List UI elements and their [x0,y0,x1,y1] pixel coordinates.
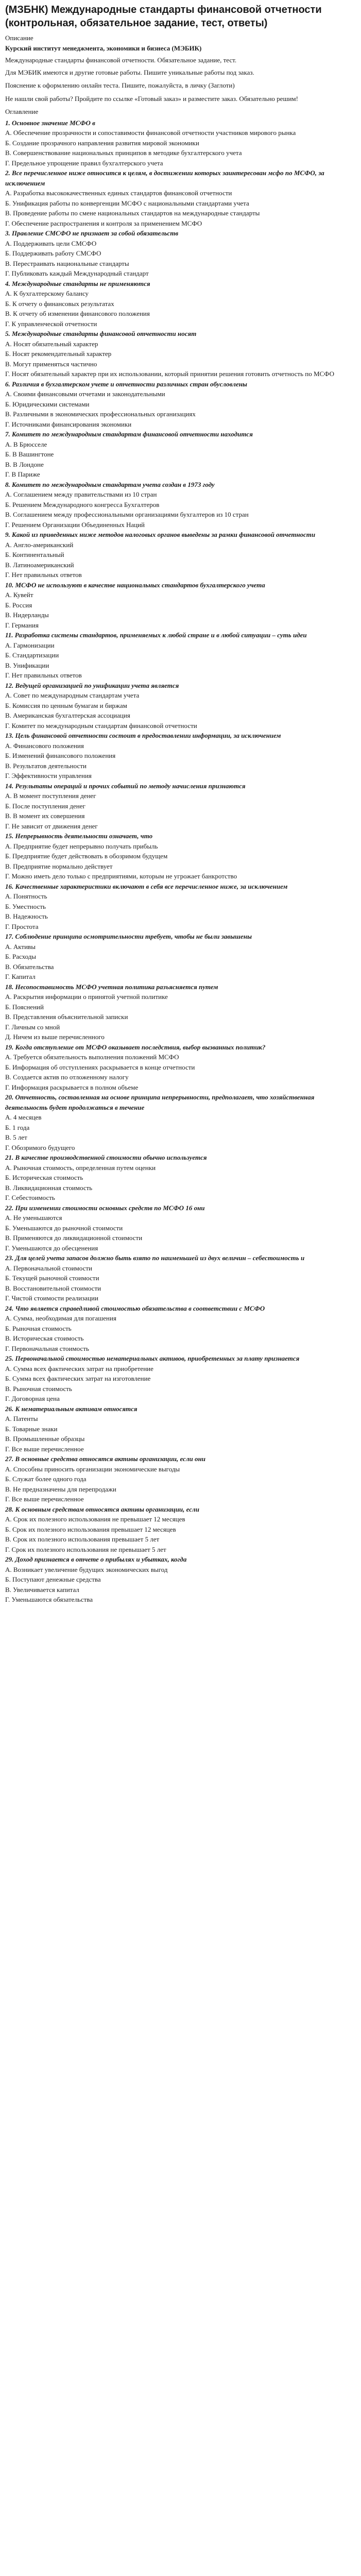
answer-option: А. Предприятие будет непрерывно получать прибыль [5,842,158,850]
answer-option: Г. Нет правильных ответов [5,571,82,579]
question-title: 27. В основные средства относятся активы организации, если они [5,1455,205,1463]
question-title: 14. Результаты операций и прочих событий по методу начисления признаются [5,782,246,790]
answer-option: А. Обеспечение прозрачности и сопоставимости финансовой отчетности участников мирового рынка [5,129,296,137]
page-title: (МЗБНК) Международные стандарты финансовой отчетности (контрольная, обязательное задание, тест, ответы) [5,4,322,29]
answer-options [5,1464,356,1504]
task-description: Международные стандарты финансовой отчетности. Обязательное задание, тест. [5,56,237,64]
answer-option: Б. Решением Международного конгресса Бухгалтеров [5,500,160,509]
question-block [5,1042,356,1093]
answer-option: А. Поддерживать цели СМСФО [5,239,97,247]
intro-block [5,67,356,104]
question-block [5,1353,356,1404]
answer-option: А. Не уменьшаются [5,1214,62,1222]
question-block [5,379,356,430]
question-block [5,1253,356,1303]
intro-paragraph: Не нашли свой работы? Пройдите по ссылке «Готовый заказ» и разместите заказ. Обязательно решим! [5,94,298,103]
answer-option: Б. Пояснений [5,1003,44,1011]
question-title: 13. Цель финансовой отчетности состоит в предоставлении информации, за исключением [5,732,281,739]
answer-option: Б. Стандартизации [5,651,59,659]
answer-option: Б. Срок их полезного использования превышает 12 месяцев [5,1525,176,1533]
answer-option: Б. Сумма всех фактических затрат на изготовление [5,1375,151,1382]
answer-option: В. Проведение работы по смене национальных стандартов на международные стандарты [5,209,260,217]
answer-option: В. Срок их полезного использования превышает 5 лет [5,1535,160,1543]
question-block [5,1404,356,1454]
question-block [5,1454,356,1504]
question-title: 29. Доход признается в отчете о прибылях и убытках, когда [5,1555,187,1563]
answer-option: В. Совершенствование национальных принципов в методике бухгалтерского учета [5,149,242,157]
question-title: 10. МСФО не используют в качестве национальных стандартов бухгалтерского учета [5,581,265,589]
answer-option: Б. После поступления денег [5,802,85,810]
answer-options [5,640,356,681]
answer-options [5,339,356,379]
answer-option: В. Латиноамериканский [5,561,74,569]
answer-options [5,1313,356,1353]
answer-options [5,540,356,580]
answer-option: Б. Носят рекомендательный характер [5,350,112,358]
question-block [5,1092,356,1153]
answer-option: Б. Расходы [5,953,37,960]
answer-options [5,690,356,731]
question-title: 19. Когда отступление от МСФО оказывает последствия, выбор вызванных политик? [5,1043,266,1051]
answer-options [5,841,356,882]
answer-options [5,590,356,630]
answer-option: Б. Рыночная стоимость [5,1324,72,1332]
question-block [5,1303,356,1354]
answer-option: В. Обязательства [5,962,54,971]
answer-option: В. Ликвидационная стоимость [5,1183,93,1192]
answer-option: Б. Уменьшаются до рыночной стоимости [5,1224,123,1232]
answer-option: Б. Создание прозрачного направления развития мировой экономики [5,139,199,147]
question-list [5,118,356,1605]
answer-option: А. К бухгалтерскому балансу [5,290,89,297]
answer-option: В. Результатов деятельности [5,761,87,770]
answer-option: Б. Историческая стоимость [5,1174,83,1181]
question-block [5,1153,356,1203]
answer-options [5,1263,356,1303]
answer-options [5,791,356,831]
answer-option: А. Кувейт [5,591,33,599]
answer-options [5,489,356,530]
answer-option: Б. Комиссия по ценным бумагам и биржам [5,701,127,709]
question-title: 16. Качественные характеристики включают в себя все перечисленное ниже, за исключением [5,882,288,890]
question-title: 21. В качестве производственной стоимости обычно используется [5,1154,207,1161]
answer-option: Б. Уместность [5,902,46,910]
question-title: 17. Соблюдение принципа осмотрительности требует, чтобы не были завышены [5,933,252,940]
question-block [5,1554,356,1605]
answer-option: Б. Текущей рыночной стоимости [5,1274,99,1282]
answer-option: Г. Договорная цена [5,1395,60,1402]
answer-option: Г. К управленческой отчетности [5,319,97,328]
answer-options [5,1364,356,1404]
question-block [5,279,356,329]
answer-option: Г. Обозримого будущего [5,1143,75,1151]
answer-option: Б. Россия [5,601,32,609]
question-block [5,480,356,530]
answer-options [5,1112,356,1153]
answer-option: Г. Все выше перечисленное [5,1495,84,1503]
question-block [5,580,356,631]
course-title: Курский институт менеджмента, экономики и бизнеса (МЭБИК) [5,44,202,52]
answer-option: Б. Континентальный [5,551,64,558]
answer-option: Г. Себестоимость [5,1194,55,1201]
question-block [5,781,356,832]
answer-option: А. Возникает увеличение будущих экономических выгод [5,1565,168,1573]
answer-option: А. Англо-американский [5,540,74,549]
question-title: 20. Отчетность, составленная на основе принципа непрерывности, предполагает, что хозяйственная деятельность будет продолжаться в течение [5,1093,315,1111]
answer-options [5,891,356,931]
question-block [5,831,356,882]
answer-option: Д. Ничем из выше перечисленного [5,1033,105,1041]
answer-option: В. Унификации [5,661,49,669]
answer-options [5,741,356,781]
question-title: 15. Непрерывность деятельности означает, что [5,832,153,840]
question-block [5,1203,356,1253]
question-block [5,882,356,932]
answer-option: Б. Поступают денежные средства [5,1575,101,1583]
answer-option: Г. Капитал [5,973,36,980]
answer-option: Г. Германия [5,621,39,629]
question-title: 9. Какой из приведенных ниже методов налоговых органов выведены за рамки финансовой отчетности [5,531,316,538]
answer-options [5,992,356,1042]
answer-options [5,1514,356,1554]
question-title: 26. К нематериальным активам относятся [5,1404,137,1413]
answer-option: В. Промышленные образцы [5,1435,85,1443]
answer-options [5,1163,356,1203]
answer-option: А. Финансового положения [5,741,84,750]
question-title: 3. Правление СМСФО не признает за собой обязательств [5,229,179,237]
answer-options [5,188,356,228]
answer-option: Г. Простота [5,922,39,930]
answer-option: Г. Источниками финансирования экономики [5,420,132,428]
answer-option: В. Предприятие нормально действует [5,862,113,870]
answer-option: В. Представления объяснительной записки [5,1013,128,1021]
question-block [5,429,356,480]
answer-option: Б. Изменений финансового положения [5,752,116,759]
answer-option: Б. Поддерживать работу СМСФО [5,249,101,257]
answer-option: В. В момент их совершения [5,812,85,820]
answer-option: Г. Носят обязательный характер при их использовании, который принятии решения готовить отчетность по МСФО [5,370,335,378]
answer-options [5,289,356,329]
answer-option: А. Гармонизации [5,641,55,649]
answer-option: Г. Первоначальная стоимость [5,1344,89,1352]
answer-option: В. Перестраивать национальные стандарты [5,259,129,267]
answer-option: Б. К отчету о финансовых результатах [5,299,114,308]
question-block [5,1504,356,1555]
answer-option: А. В Брюсселе [5,440,47,448]
question-block [5,681,356,731]
answer-option: А. Патенты [5,1415,38,1422]
question-title: 24. Что является справедливой стоимостью обязательства в соответствии с МСФО [5,1304,265,1312]
question-title: 28. К основным средствам относятся активы организации, если [5,1505,199,1513]
answer-options [5,1414,356,1454]
answer-option: Г. Комитет по международным стандартам финансовой отчетности [5,721,197,730]
question-title: 4. Международные стандарты не применяются [5,279,150,287]
question-block [5,530,356,580]
question-title: 5. Международные стандарты финансовой отчетности носят [5,330,197,337]
question-title: 11. Разработка системы стандартов, применяемых к любой стране и в любой ситуации – суть идеи [5,631,307,639]
answer-option: А. Активы [5,942,36,951]
answer-option: Б. В Вашингтоне [5,450,54,458]
answer-option: А. Раскрытия информации о принятой учетной политике [5,993,168,1001]
question-title: 2. Все перечисленное ниже относится к целям, в достижении которых заинтересован мсфо по МСФО, за исключением [5,169,324,187]
answer-option: Г. Обеспечение распространения и контроля за применением МСФО [5,219,202,227]
toc-label: Оглавление [5,108,39,115]
question-title: 8. Комитет по международным стандартам учета создан в 1973 году [5,480,215,488]
answer-option: Г. Срок их полезного использования не превышает 5 лет [5,1545,166,1553]
answer-option: Г. Чистой стоимости реализации [5,1294,98,1302]
answer-option: А. Совет по международным стандартам учета [5,691,140,699]
answer-options [5,239,356,279]
answer-option: В. Надежность [5,912,48,920]
answer-option: А. Срок их полезного использования не превышает 12 месяцев [5,1515,185,1523]
answer-option: А. Понятность [5,892,47,900]
answer-option: А. Требуется обязательность выполнения положений МСФО [5,1053,179,1061]
intro-paragraph: Пояснение к оформлению онлайн теста. Пишите, пожалуйста, в личку (Заглоти) [5,81,235,89]
answer-options [5,389,356,429]
answer-option: Г. Решением Организации Объединенных Наций [5,520,145,529]
answer-option: А. Способны приносить организации экономические выгоды [5,1465,180,1473]
question-block [5,630,356,681]
question-block [5,168,356,228]
answer-option: Г. Можно иметь дело только с предприятиями, которым не угрожает банкротство [5,872,237,880]
answer-option: Г. Информация раскрывается в полном объеме [5,1083,139,1091]
answer-option: В. Применяются до ликвидационной стоимости [5,1234,143,1242]
question-title: 25. Первоначальной стоимостью нематериальных активов, приобретенных за плату признается [5,1354,300,1362]
answer-option: В. Не предназначены для перепродажи [5,1485,116,1493]
answer-option: Г. Не зависит от движения денег [5,822,98,830]
question-block [5,731,356,781]
answer-options [5,1052,356,1092]
question-title: 6. Различия в бухгалтерском учете и отчетности различных стран обусловлены [5,380,247,388]
question-block [5,982,356,1042]
answer-option: А. Своими финансовыми отчетами и законодательными [5,390,165,398]
question-title: 18. Несопоставимость МСФО учетная политика разъясняется путем [5,982,218,991]
answer-options [5,1213,356,1253]
answer-option: Г. Уменьшаются до обесценения [5,1244,98,1252]
answer-options [5,942,356,982]
answer-option: А. Сумма, необходимая для погашения [5,1314,116,1322]
answer-option: Б. 1 года [5,1123,30,1131]
answer-options [5,1565,356,1605]
answer-option: Г. Уменьшаются обязательства [5,1596,93,1603]
answer-option: В. В Лондоне [5,460,44,468]
question-title: 12. Ведущей организацией по унификации учета является [5,681,179,689]
answer-option: Б. Товарные знаки [5,1425,58,1433]
answer-option: В. Увеличивается капитал [5,1585,79,1594]
question-block [5,931,356,982]
question-title: 23. Для целей учета запасов должно быть взято по наименьшей из двух величин – себестоимость и [5,1254,305,1262]
answer-option: А. В момент поступления денег [5,792,96,800]
description-label: Описание [5,34,33,42]
answer-option: В. Нидерланды [5,611,49,619]
answer-option: Г. Все выше перечисленное [5,1445,84,1453]
answer-option: Б. Служат более одного года [5,1475,87,1483]
answer-option: Г. Личным со мной [5,1023,60,1031]
question-block [5,118,356,168]
answer-option: А. Рыночная стоимость, определенная путем оценки [5,1163,156,1172]
answer-option: В. Могут применяться частично [5,360,97,368]
answer-option: Г. Предельное упрощение правил бухгалтерского учета [5,159,163,167]
answer-option: Г. Эффективности управления [5,772,92,779]
answer-option: А. 4 месяцев [5,1113,42,1121]
answer-option: В. Соглашением между профессиональными организациями бухгалтеров из 10 стран [5,511,249,518]
answer-option: Г. В Париже [5,470,40,478]
answer-options [5,128,356,168]
answer-option: В. К отчету об изменении финансового положения [5,310,150,317]
answer-option: В. Создается актив по отложенному налогу [5,1073,129,1081]
answer-option: В. Историческая стоимость [5,1334,84,1342]
answer-option: А. Сумма всех фактических затрат на приобретение [5,1364,153,1372]
answer-options [5,439,356,480]
answer-option: Г. Нет правильных ответов [5,671,82,679]
question-block [5,228,356,279]
question-title: 7. Комитет по международным стандартам финансовой отчетности находится [5,430,253,438]
answer-option: В. Американская бухгалтерская ассоциация [5,711,130,719]
answer-option: А. Носят обязательный характер [5,340,98,348]
answer-option: В. Различными в экономических профессиональных организациях [5,410,196,418]
answer-option: Г. Публиковать каждый Международный стандарт [5,269,149,277]
answer-option: А. Разработка высококачественных единых стандартов финансовой отчетности [5,189,232,197]
answer-option: В. Восстановительной стоимости [5,1284,101,1292]
intro-paragraph: Для МЭБИК имеются и другие готовые работы. Пишите уникальные работы под заказ. [5,68,254,76]
answer-option: В. 5 лет [5,1133,27,1141]
answer-option: Б. Юридическими системами [5,400,90,408]
answer-option: Б. Информация об отступлениях раскрывается в конце отчетности [5,1063,195,1071]
answer-option: А. Соглашением между правительствами из 10 стран [5,490,157,498]
question-block [5,329,356,379]
answer-option: Б. Унификация работы по конвергенции МСФО с национальными стандартами учета [5,199,249,207]
answer-option: В. Рыночная стоимость [5,1384,72,1393]
question-title: 22. При изменении стоимости основных средств по МСФО 16 они [5,1204,205,1212]
question-title: 1. Основное значение МСФО в [5,118,95,127]
answer-option: Б. Предприятие будет действовать в обозримом будущем [5,852,168,860]
answer-option: А. Первоначальной стоимости [5,1264,92,1272]
